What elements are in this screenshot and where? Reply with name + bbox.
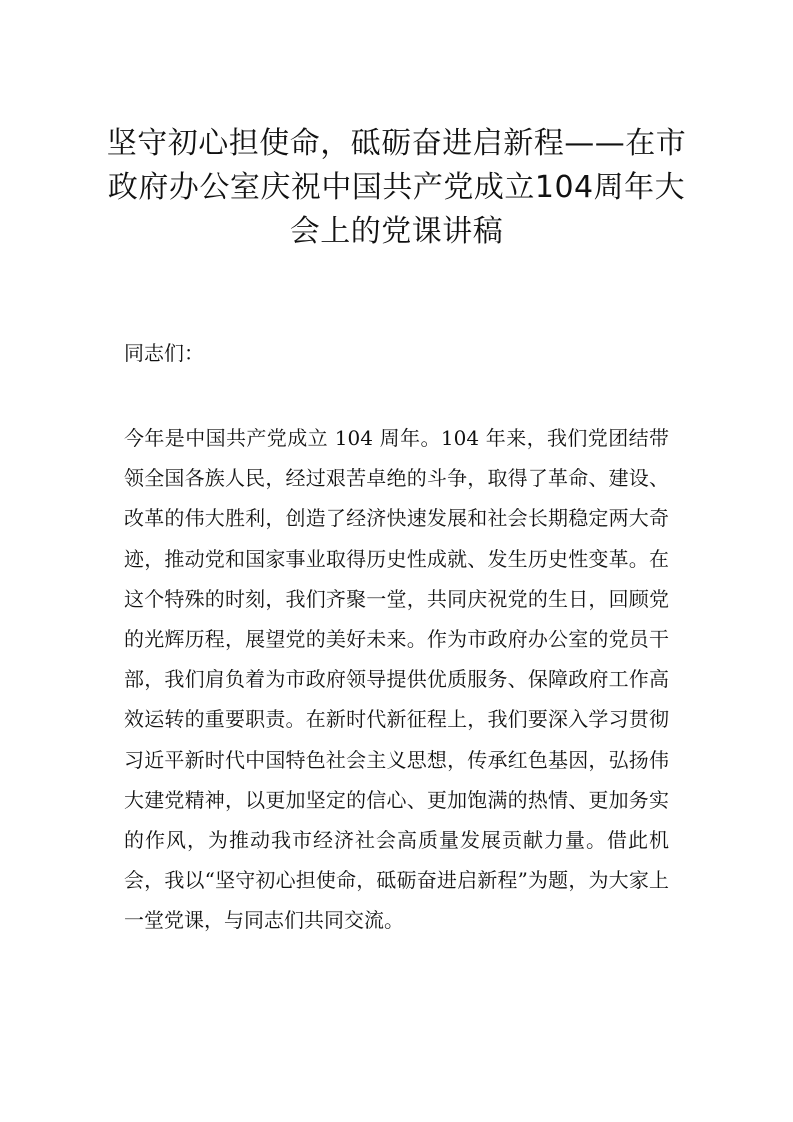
document-title: 坚守初心担使命，砥砺奋进启新程——在市政府办公室庆祝中国共产党成立104周年大会上的党课讲稿 [106, 126, 687, 249]
body-paragraph: 今年是中国共产党成立 104 周年。104 年来，我们党团结带领全国各族人民，经过艰苦卓绝的斗争，取得了革命、建设、改革的伟大胜利，创造了经济快速发展和社会长期稳定两大奇迹，推动党和国家事业取得历史性成就、发生历史性变革。在这个特殊的时刻，我们齐聚一堂，共同庆祝党的生日，回顾党的光辉历程，展望党的美好未来。作为市政府办公室的党员干部，我们肩负着为市政府领导提供优质服务、保障政府工作高效运转的重要职责。在新时代新征程上，我们要深入学习贯彻习近平新时代中国特色社会主义思想，传承红色基因，弘扬伟大建党精神，以更加坚定的信心、更加饱满的热情、更加务实的作风，为推动我市经济社会高质量发展贡献力量。借此机会，我以“坚守初心担使命，砥砺奋进启新程”为题，为大家上一堂党课，与同志们共同交流。 [124, 426, 669, 933]
salutation: 同志们： [124, 341, 204, 365]
